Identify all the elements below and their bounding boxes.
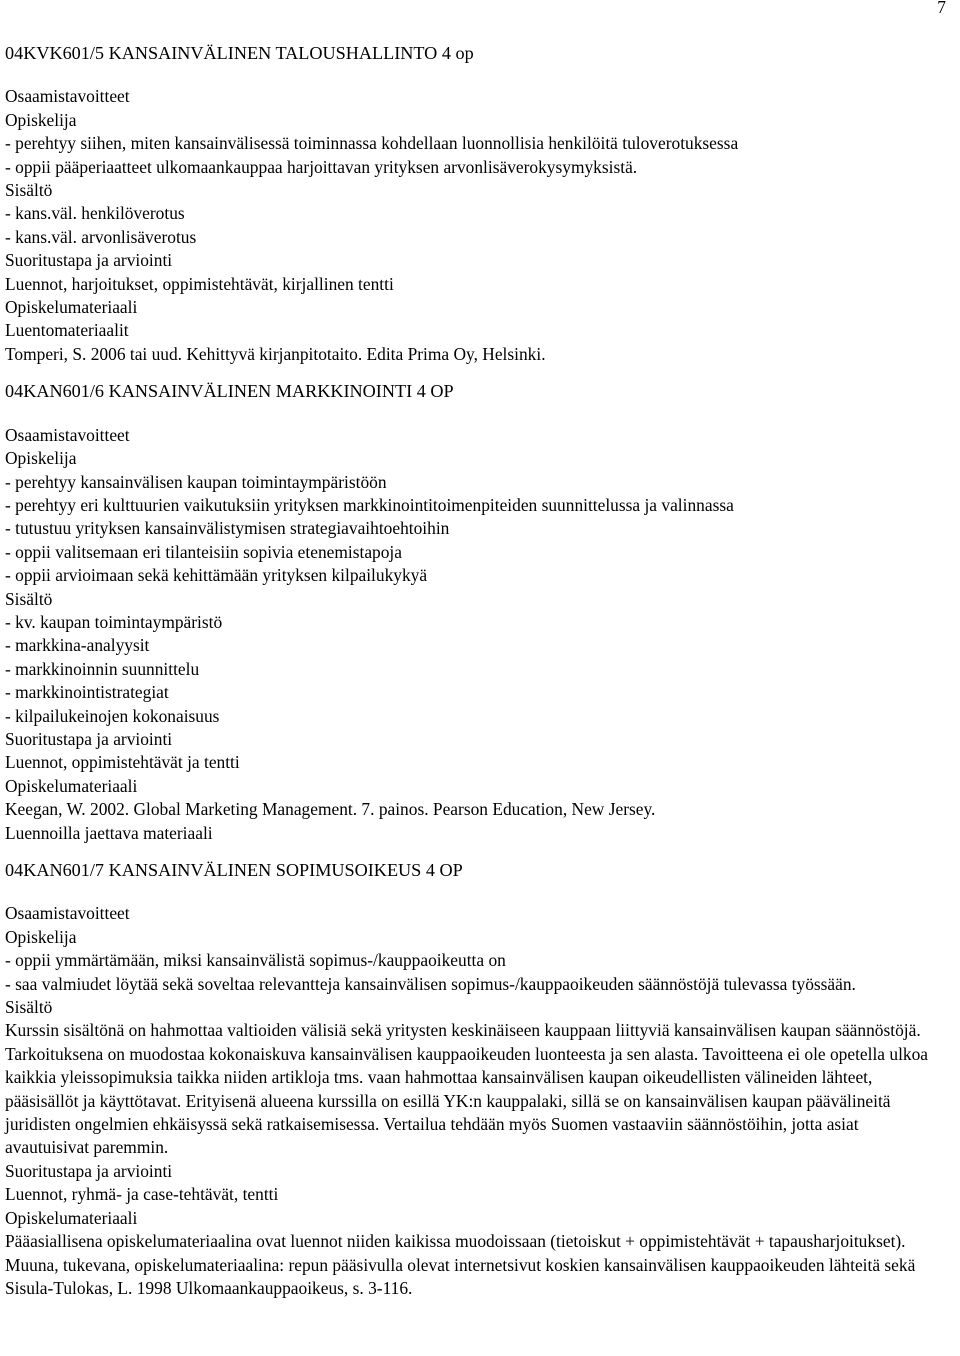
content-paragraph: Kurssin sisältönä on hahmottaa valtioiden välisiä sekä yritysten keskinäiseen kauppaan liittyviä kansainvälisen kaupan säännöstöjä. Tarkoituksena on muodostaa kokonaiskuva kansainvälisen kauppaoikeuden luonteesta ja sen alasta. Tavoitteena ei ole opetella ulkoa kaikkia yleissopimuksia taikka niiden artikloja tms. vaan hahmottaa kansainvälisen kaupan oikeudellisten välineiden lähteet, pääsisällöt ja käyttötavat. Erityisenä alueena kurssilla on esillä YK:n kauppalaki, sillä se on kansainvälisen kaupan päävälineitä juridisten ongelmien ehkäisyssä sekä ratkaisemisessa. Vertailua tehdään myös Suomen vastaaviin säännöstöihin, jotta asiat avautuisivat paremmin. bbox=[5, 1020, 929, 1158]
content-item: - markkinoinnin suunnittelu bbox=[5, 658, 200, 679]
materials-heading: Opiskelumateriaali bbox=[5, 775, 138, 796]
content-item: - kv. kaupan toimintaympäristö bbox=[5, 611, 223, 632]
student-label: Opiskelija bbox=[5, 448, 77, 469]
goal-item: - oppii arvioimaan sekä kehittämään yrityksen kilpailukykyä bbox=[5, 565, 428, 586]
method-text: Luennot, harjoitukset, oppimistehtävät, kirjallinen tentti bbox=[5, 273, 394, 294]
course-section bbox=[5, 859, 940, 1300]
course-title: 04KAN601/6 KANSAINVÄLINEN MARKKINOINTI 4 OP bbox=[5, 381, 454, 402]
content-item: - kilpailukeinojen kokonaisuus bbox=[5, 705, 220, 726]
material-item: Tomperi, S. 2006 tai uud. Kehittyvä kirjanpitotaito. Edita Prima Oy, Helsinki. bbox=[5, 343, 546, 364]
content-item: - kans.väl. arvonlisäverotus bbox=[5, 226, 197, 247]
course-title: 04KAN601/7 KANSAINVÄLINEN SOPIMUSOIKEUS 4 OP bbox=[5, 860, 463, 880]
material-item: Luentomateriaalit bbox=[5, 320, 129, 341]
material-item: Luennoilla jaettava materiaali bbox=[5, 822, 213, 843]
method-heading: Suoritustapa ja arviointi bbox=[5, 728, 173, 749]
content-item: - kans.väl. henkilöverotus bbox=[5, 203, 185, 224]
content-heading: Sisältö bbox=[5, 997, 53, 1018]
materials-heading: Opiskelumateriaali bbox=[5, 297, 138, 318]
student-label: Opiskelija bbox=[5, 109, 77, 130]
course-title: 04KVK601/5 KANSAINVÄLINEN TALOUSHALLINTO 4 op bbox=[5, 43, 474, 63]
document-body bbox=[5, 42, 940, 1300]
content-heading: Sisältö bbox=[5, 588, 53, 609]
method-heading: Suoritustapa ja arviointi bbox=[5, 250, 173, 271]
goal-item: - perehtyy kansainvälisen kaupan toimintaympäristöön bbox=[5, 471, 387, 492]
goals-heading: Osaamistavoitteet bbox=[5, 424, 130, 445]
goal-item: - perehtyy siihen, miten kansainvälisessä toiminnassa kohdellaan luonnollisia henkilöitä tuloverotuksessa bbox=[5, 133, 739, 154]
goal-item: - oppii pääperiaatteet ulkomaankauppaa harjoittavan yrityksen arvonlisäverokysymyksistä. bbox=[5, 156, 638, 177]
method-text: Luennot, oppimistehtävät ja tentti bbox=[5, 752, 240, 773]
content-item: - markkina-analyysit bbox=[5, 635, 150, 656]
content-heading: Sisältö bbox=[5, 180, 53, 201]
materials-heading: Opiskelumateriaali bbox=[5, 1207, 138, 1228]
goal-item: - perehtyy eri kulttuurien vaikutuksiin yrityksen markkinointitoimenpiteiden suunnittelussa ja valinnassa bbox=[5, 494, 734, 515]
course-section bbox=[5, 380, 940, 845]
goal-item: - oppii valitsemaan eri tilanteisiin sopivia etenemistapoja bbox=[5, 541, 402, 562]
material-item: Keegan, W. 2002. Global Marketing Management. 7. painos. Pearson Education, New Jersey. bbox=[5, 799, 656, 820]
course-section bbox=[5, 42, 940, 366]
student-label: Opiskelija bbox=[5, 926, 77, 947]
goal-item: - oppii ymmärtämään, miksi kansainvälistä sopimus-/kauppaoikeutta on bbox=[5, 950, 506, 971]
goals-heading: Osaamistavoitteet bbox=[5, 903, 130, 924]
page-number: 7 bbox=[937, 0, 946, 17]
content-item: - markkinointistrategiat bbox=[5, 682, 169, 703]
goals-heading: Osaamistavoitteet bbox=[5, 86, 130, 107]
method-text: Luennot, ryhmä- ja case-tehtävät, tentti bbox=[5, 1184, 279, 1205]
method-heading: Suoritustapa ja arviointi bbox=[5, 1160, 173, 1181]
goal-item: - saa valmiudet löytää sekä soveltaa relevantteja kansainvälisen sopimus-/kauppaoikeuden säännöstöjä tulevassa työssään. bbox=[5, 973, 856, 994]
material-paragraph: Pääasiallisena opiskelumateriaalina ovat luennot niiden kaikissa muodoissaan (tietoiskut + oppimistehtävät + tapausharjoitukset). Muuna, tukevana, opiskelumateriaalina: repun pääsivulla olevat internetsivut koskien kansainvälisen kauppaoikeuden lähteitä sekä Sisula-Tulokas, L. 1998 Ulkomaankauppaoikeus, s. 3-116. bbox=[5, 1231, 916, 1298]
goal-item: - tutustuu yrityksen kansainvälistymisen strategiavaihtoehtoihin bbox=[5, 518, 450, 539]
